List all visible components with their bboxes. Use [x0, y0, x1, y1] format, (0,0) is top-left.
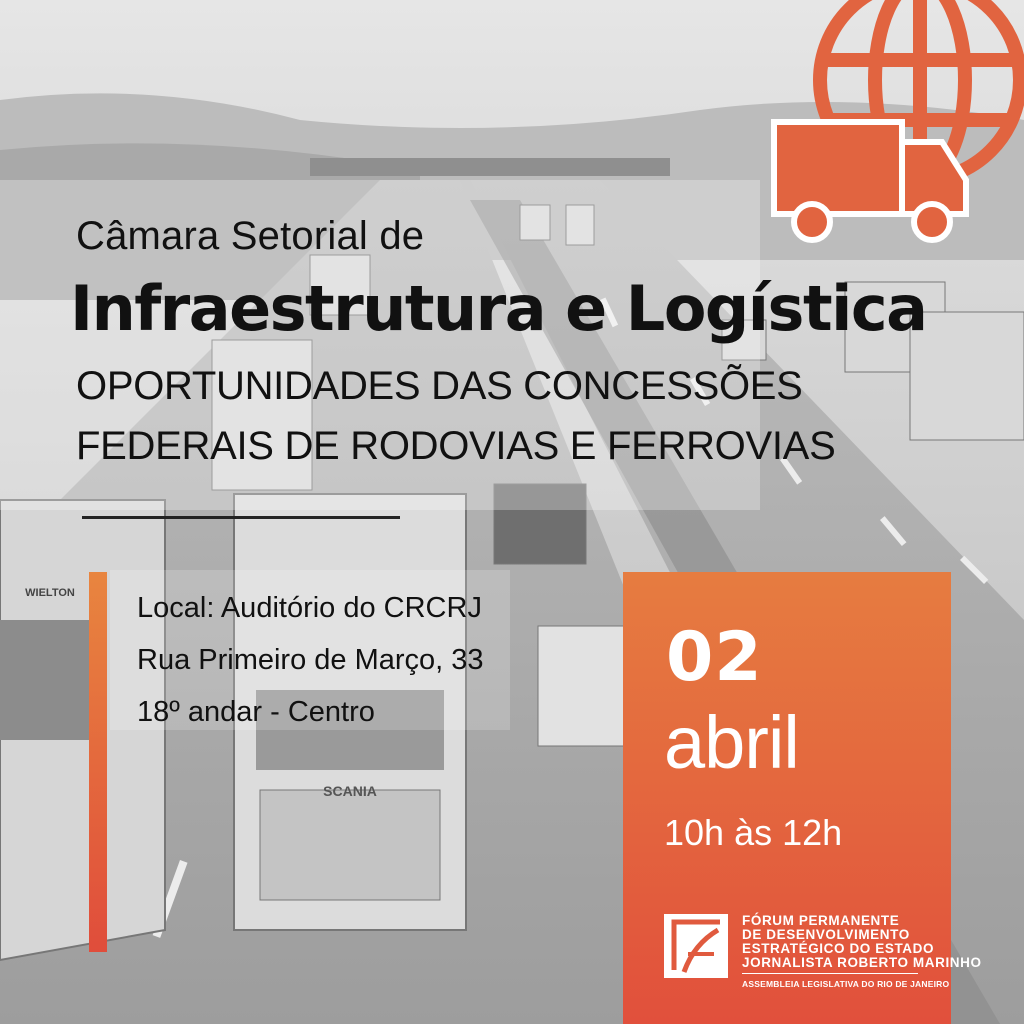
event-month: abril — [664, 701, 799, 784]
organizer-line3: ESTRATÉGICO DO ESTADO — [742, 941, 935, 956]
title-divider — [82, 516, 400, 519]
event-time: 10h às 12h — [664, 812, 843, 853]
organizer-divider — [742, 973, 918, 974]
location-address: Rua Primeiro de Março, 33 — [137, 644, 484, 676]
organizer-line1: FÓRUM PERMANENTE — [742, 913, 900, 928]
page-title: Infraestrutura e Logística — [70, 272, 927, 345]
scania-badge: SCANIA — [323, 783, 377, 799]
header-line1: Câmara Setorial de — [76, 214, 425, 258]
event-day: 02 — [666, 618, 763, 697]
forum-logo-icon — [664, 914, 728, 978]
logistics-globe-truck-icon — [770, 0, 1024, 250]
subtitle-line1: OPORTUNIDADES DAS CONCESSÕES — [76, 364, 803, 408]
subtitle-line2: FEDERAIS DE RODOVIAS E FERROVIAS — [76, 424, 836, 468]
organizer-line4: JORNALISTA ROBERTO MARINHO — [742, 955, 982, 970]
wielton-badge: WIELTON — [25, 587, 75, 599]
organizer-line5: ASSEMBLEIA LEGISLATIVA DO RIO DE JANEIRO — [742, 979, 950, 989]
location-floor: 18º andar - Centro — [137, 696, 375, 728]
location-venue: Local: Auditório do CRCRJ — [137, 592, 482, 624]
organizer-line2: DE DESENVOLVIMENTO — [742, 927, 910, 942]
forum-logo — [664, 914, 728, 978]
location-accent-bar — [89, 572, 107, 952]
